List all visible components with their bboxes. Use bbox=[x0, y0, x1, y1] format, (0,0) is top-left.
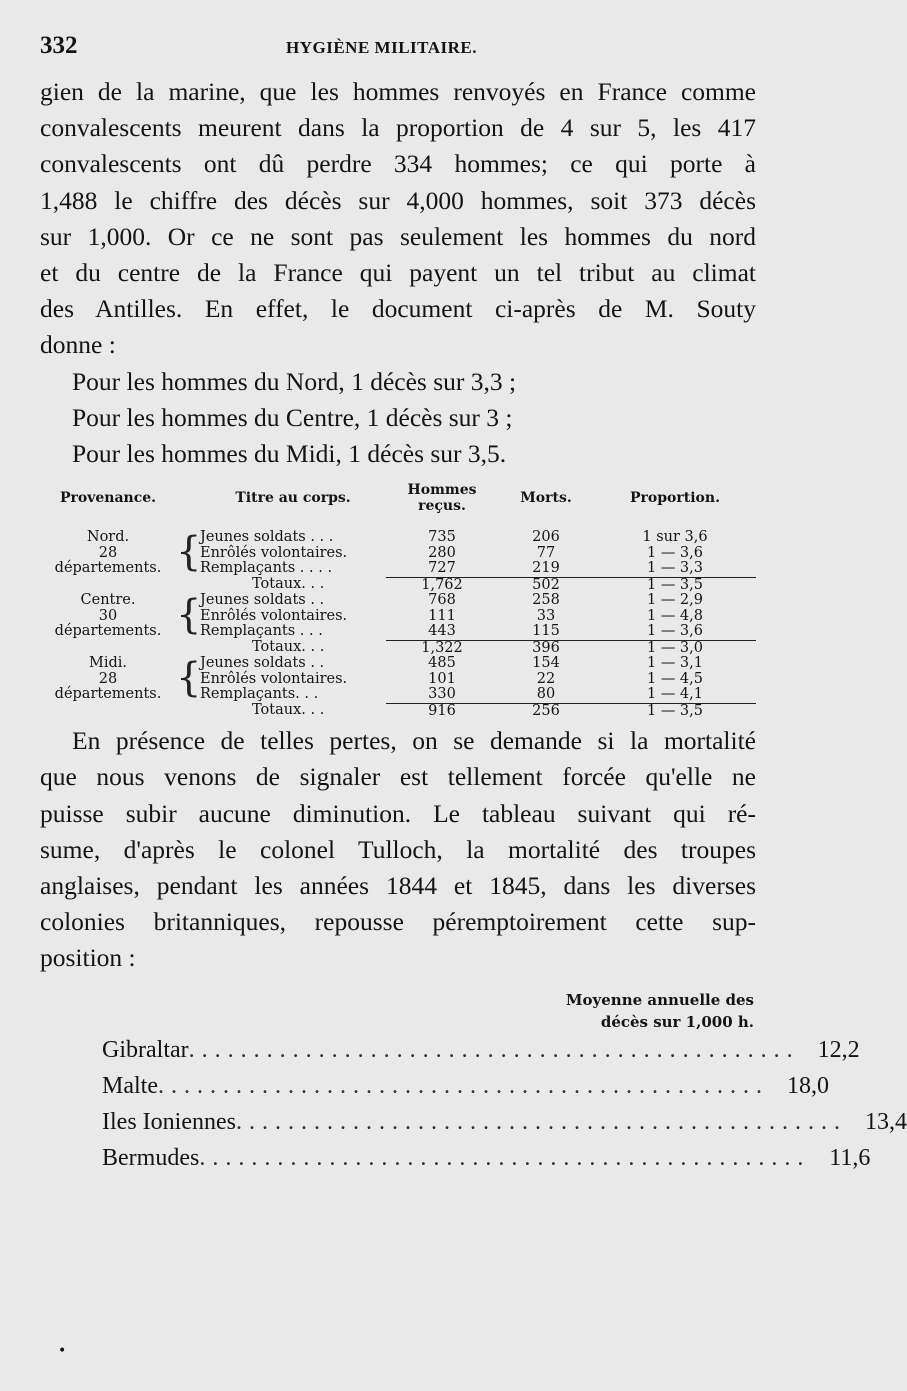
header-proportion: Proportion. bbox=[630, 490, 720, 507]
provenance-cell: Midi. 28 départements. bbox=[54, 655, 162, 703]
list-item: Pour les hommes du Midi, 1 décès sur 3,5. bbox=[72, 439, 507, 469]
paragraph-line: position : bbox=[40, 943, 136, 973]
proportion-cell: 1 sur 3,6 1 — 3,6 1 — 3,3 bbox=[642, 529, 708, 577]
total-morts: 256 bbox=[498, 703, 594, 719]
table-header-row bbox=[40, 482, 756, 524]
list-item bbox=[102, 1108, 907, 1145]
station-value: 13,4 bbox=[864, 1108, 907, 1135]
titre-cell: Jeunes soldats . . . Enrôlés volontaires. Remplaçants . . . . bbox=[200, 529, 348, 577]
total-morts: 396 bbox=[498, 640, 594, 656]
titre-cell: Jeunes soldats . . Enrôlés volontaires. Remplaçants. . . bbox=[200, 655, 348, 703]
hommes-cell: 485 101 330 bbox=[428, 655, 456, 703]
paragraph-line: gien de la marine, que les hommes renvoyés en France comme bbox=[40, 77, 756, 106]
station-name: Iles Ioniennes bbox=[102, 1108, 236, 1135]
moyenne-heading-line: Moyenne annuelle des bbox=[565, 990, 754, 1009]
paragraph-2 bbox=[40, 723, 756, 976]
proportion-cell: 1 — 2,9 1 — 4,8 1 — 3,6 bbox=[646, 592, 703, 640]
paragraph-line: puisse subir aucune diminution. Le tableau suivant qui ré- bbox=[40, 798, 756, 828]
total-proportion: 1 — 3,5 bbox=[594, 703, 756, 719]
total-hommes: 916 bbox=[386, 703, 498, 719]
paragraph-line: que nous venons de signaler est tellement forcée qu'elle ne bbox=[40, 762, 756, 792]
paragraph-line: En présence de telles pertes, on se demande si la mortalité bbox=[72, 726, 756, 756]
paragraph-line: convalescents meurent dans la proportion de 4 sur 5, les 417 bbox=[40, 113, 756, 143]
station-name: Bermudes bbox=[102, 1144, 200, 1171]
paragraph-line: des Antilles. En effet, le document ci-après de M. Souty bbox=[40, 294, 756, 324]
header-titre: Titre au corps. bbox=[235, 490, 351, 507]
total-hommes: 1,762 bbox=[386, 577, 498, 593]
provenance-cell: Nord. 28 départements. bbox=[54, 529, 162, 577]
table-row-total bbox=[40, 640, 756, 656]
list-item bbox=[102, 1144, 871, 1181]
list-item bbox=[102, 1072, 829, 1109]
paragraph-line: sume, d'après le colonel Tulloch, la mortalité des troupes bbox=[40, 834, 756, 864]
station-value: 18,0 bbox=[786, 1072, 829, 1099]
dot-leader: ............................................... bbox=[157, 1072, 769, 1099]
station-value: 11,6 bbox=[829, 1144, 871, 1171]
total-morts: 502 bbox=[498, 577, 594, 593]
brace-icon: { bbox=[176, 655, 202, 702]
table-row-total bbox=[40, 577, 756, 593]
paragraph-1 bbox=[40, 74, 756, 472]
running-title: HYGIÈNE MILITAIRE. bbox=[286, 38, 477, 57]
header-morts: Morts. bbox=[520, 490, 572, 507]
header-provenance: Provenance. bbox=[59, 490, 157, 507]
page-header bbox=[40, 30, 756, 74]
paragraph-line: convalescents ont dû perdre 334 hommes; ce qui porte à bbox=[40, 149, 756, 179]
station-list bbox=[102, 1036, 907, 1181]
total-hommes: 1,322 bbox=[386, 640, 498, 656]
list-item: Pour les hommes du Nord, 1 décès sur 3,3 ; bbox=[72, 366, 517, 396]
provenance-cell: Centre. 30 départements. bbox=[54, 592, 162, 640]
hommes-cell: 768 111 443 bbox=[428, 592, 456, 640]
mortality-table bbox=[40, 482, 756, 719]
paragraph-line: sur 1,000. Or ce ne sont pas seulement les hommes du nord bbox=[40, 221, 756, 251]
page-number: 332 bbox=[40, 32, 78, 59]
total-proportion: 1 — 3,0 bbox=[594, 640, 756, 656]
table-row-group-centre bbox=[40, 593, 756, 640]
paragraph-line: anglaises, pendant les années 1844 et 1845, dans les diverses bbox=[40, 871, 756, 901]
dot-leader: ............................................... bbox=[235, 1108, 847, 1135]
moyenne-heading bbox=[40, 989, 754, 1033]
bullet-mark: • bbox=[58, 1343, 67, 1359]
total-label: Totaux. . . bbox=[252, 702, 325, 719]
station-name: Gibraltar bbox=[102, 1036, 189, 1063]
morts-cell: 154 22 80 bbox=[532, 655, 560, 703]
list-item bbox=[102, 1036, 860, 1073]
morts-cell: 206 77 219 bbox=[532, 529, 560, 577]
station-name: Malte bbox=[102, 1072, 158, 1099]
brace-icon: { bbox=[176, 529, 202, 576]
brace-icon: { bbox=[176, 592, 202, 639]
moyenne-heading-line: décès sur 1,000 h. bbox=[600, 1012, 754, 1031]
hommes-cell: 735 280 727 bbox=[428, 529, 456, 577]
header-hommes: Hommes reçus. bbox=[407, 482, 477, 515]
titre-cell: Jeunes soldats . . Enrôlés volontaires. Remplaçants . . . bbox=[200, 592, 348, 640]
table-row-group-midi bbox=[40, 656, 756, 703]
paragraph-line: 1,488 le chiffre des décès sur 4,000 hommes, soit 373 décès bbox=[40, 185, 756, 215]
total-label: Totaux. . . bbox=[252, 639, 325, 656]
total-label: Totaux. . . bbox=[252, 576, 325, 593]
paragraph-line: colonies britanniques, repousse péremptoirement cette sup- bbox=[40, 907, 756, 937]
dot-leader: ............................................... bbox=[199, 1144, 811, 1171]
proportion-cell: 1 — 3,1 1 — 4,5 1 — 4,1 bbox=[646, 655, 703, 703]
station-value: 12,2 bbox=[817, 1036, 860, 1063]
dot-leader: ............................................... bbox=[188, 1036, 800, 1063]
paragraph-line: et du centre de la France qui payent un tel tribut au climat bbox=[40, 258, 756, 288]
paragraph-line: donne : bbox=[40, 330, 116, 360]
total-proportion: 1 — 3,5 bbox=[594, 577, 756, 593]
table-row-group-nord bbox=[40, 524, 756, 577]
morts-cell: 258 33 115 bbox=[532, 592, 560, 640]
list-item: Pour les hommes du Centre, 1 décès sur 3 ; bbox=[72, 402, 513, 432]
table-row-total bbox=[40, 703, 756, 719]
